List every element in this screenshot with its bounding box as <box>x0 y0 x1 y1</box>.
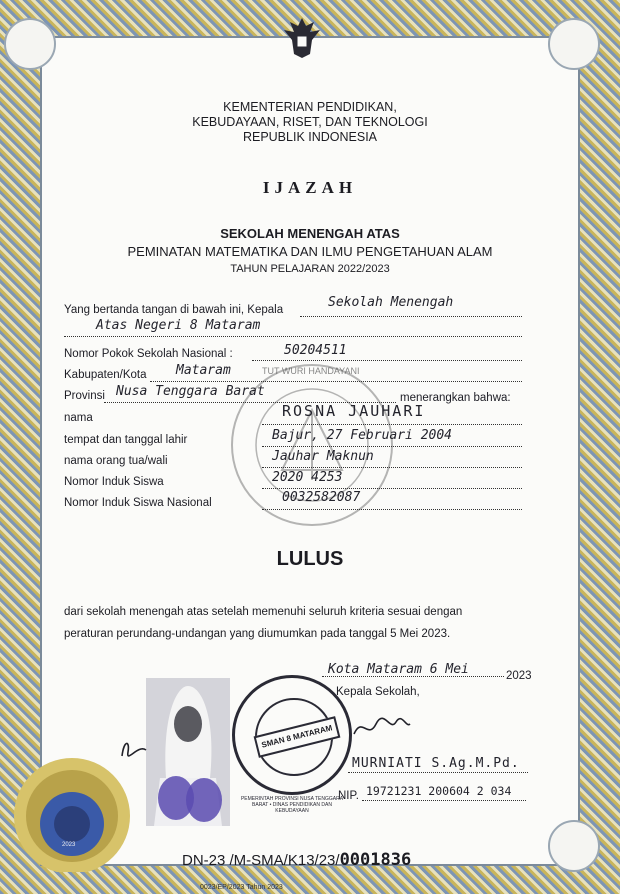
signer-value-1: Sekolah Menengah <box>328 295 454 310</box>
dotted-line <box>322 676 504 677</box>
principal-signature-icon <box>352 712 412 742</box>
birth-value: Bajur, 27 Februari 2004 <box>272 428 453 443</box>
dotted-line <box>150 381 522 382</box>
dotted-line <box>64 336 522 337</box>
signer-label: Yang bertanda tangan di bawah ini, Kepala <box>64 304 284 316</box>
ministry-line-2: KEBUDAYAAN, RISET, DAN TEKNOLOGI <box>192 115 428 129</box>
npsn-label: Nomor Pokok Sekolah Nasional : <box>64 348 233 360</box>
nis-label: Nomor Induk Siswa <box>64 476 164 488</box>
serial-prefix: DN-23 /M-SMA/K13/23/ <box>182 852 340 869</box>
school-type: SEKOLAH MENENGAH ATAS <box>220 226 400 241</box>
ministry-line-3: REPUBLIK INDONESIA <box>242 130 378 144</box>
school-stamp <box>232 675 352 795</box>
dotted-line <box>262 509 522 510</box>
nisn-label: Nomor Induk Siswa Nasional <box>64 497 212 509</box>
province-label: Provinsi <box>64 390 105 402</box>
paragraph-line-1: dari sekolah menengah atas setelah memenuhi seluruh kriteria sesuai dengan <box>64 606 463 618</box>
declares-label: menerangkan bahwa: <box>400 392 511 404</box>
dotted-line <box>262 424 522 425</box>
name-value: ROSNA JAUHARI <box>282 402 426 420</box>
corner-ornament <box>548 820 600 872</box>
nip-label: NIP. <box>338 790 359 802</box>
province-value: Nusa Tenggara Barat <box>116 384 265 399</box>
npsn-value: 50204511 <box>284 343 347 358</box>
garuda-emblem-icon <box>280 14 324 60</box>
signer-value-2: Atas Negeri 8 Mataram <box>96 318 261 333</box>
program-name: PEMINATAN MATEMATIKA DAN ILMU PENGETAHUAN ALAM <box>127 244 493 259</box>
footer-text: 0023/EP/2023 Tahun 2023 <box>200 884 283 891</box>
dotted-line <box>300 316 522 317</box>
principal-name: MURNIATI S.Ag.M.Pd. <box>352 756 520 771</box>
sign-role: Kepala Sekolah, <box>336 686 420 698</box>
dotted-line <box>252 360 522 361</box>
parent-label: nama orang tua/wali <box>64 455 168 467</box>
dotted-line <box>362 800 526 801</box>
seal-year: 2023 <box>62 842 76 848</box>
serial-digits: 0001836 <box>339 850 412 870</box>
sign-place-date: Kota Mataram 6 Mei <box>328 662 469 677</box>
name-label: nama <box>64 412 93 424</box>
result-text: LULUS <box>276 548 344 570</box>
nis-value: 2020 4253 <box>272 470 343 485</box>
ministry-line-1: KEMENTERIAN PENDIDIKAN, <box>223 100 397 114</box>
nisn-value: 0032582087 <box>282 490 361 505</box>
city-value: Mataram <box>176 363 231 378</box>
stamp-ring-text: PEMERINTAH PROVINSI NUSA TENGGARA BARAT • DINAS PENDIDIKAN DAN KEBUDAYAAN <box>240 796 344 814</box>
hologram-seal-icon <box>6 752 136 872</box>
sign-year: 2023 <box>506 670 532 682</box>
birth-label: tempat dan tanggal lahir <box>64 434 188 446</box>
document-title: IJAZAH <box>262 178 358 197</box>
dotted-line <box>262 488 522 489</box>
parent-value: Jauhar Maknun <box>272 449 374 464</box>
paragraph-line-2: peraturan perundang-undangan yang diumumkan pada tanggal 5 Mei 2023. <box>64 628 451 640</box>
corner-ornament <box>4 18 56 70</box>
corner-ornament <box>548 18 600 70</box>
stamp-text: SMAN 8 MATARAM <box>254 716 341 758</box>
serial-number <box>182 850 411 870</box>
dotted-line <box>348 772 528 773</box>
academic-year: TAHUN PELAJARAN 2022/2023 <box>230 263 390 275</box>
student-photo <box>146 678 230 826</box>
city-label: Kabupaten/Kota <box>64 369 147 381</box>
watermark-text: TUT WURI HANDAYANI <box>262 366 360 376</box>
dotted-line <box>262 467 522 468</box>
nip-value: 19721231 200604 2 034 <box>366 784 512 798</box>
dotted-line <box>262 446 522 447</box>
